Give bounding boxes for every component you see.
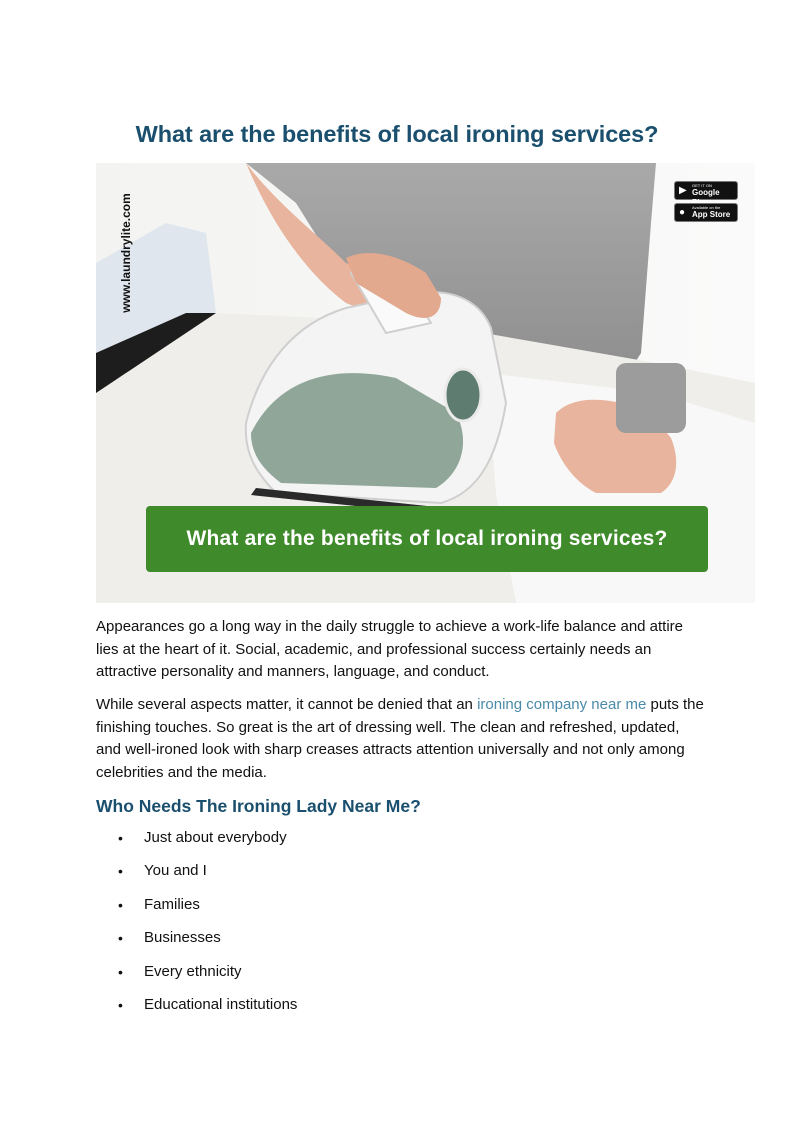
section-heading: Who Needs The Ironing Lady Near Me? <box>96 796 421 816</box>
list-item-text: Educational institutions <box>144 996 298 1013</box>
list-item <box>0 961 400 983</box>
bullet-icon: • <box>118 830 123 846</box>
list-item <box>0 860 400 882</box>
list-item-text: Families <box>144 895 200 913</box>
watermark-text: www.laundrylite.com <box>119 193 133 313</box>
list-item-text: Just about everybody <box>144 829 287 846</box>
list-item-text: You and I <box>144 862 207 880</box>
play-icon: ▶ <box>679 185 687 196</box>
list-item-text: Every ethnicity <box>144 962 242 980</box>
google-play-small-text: GET IT ON <box>692 183 712 188</box>
google-play-badge[interactable] <box>674 181 738 200</box>
bullet-icon: • <box>118 997 123 1013</box>
bullet-icon: • <box>118 896 123 913</box>
app-store-big-text: App Store <box>692 210 731 219</box>
list-item-text: Businesses <box>144 929 221 947</box>
paragraph-text-after-link: puts the finishing touches. So great is the art of dressing well. The clean and refreshed, updated, and well-ironed look with sharp creases attracts attention universally and not only among celebrities and the media. <box>96 696 704 781</box>
bullet-icon: • <box>118 863 123 880</box>
google-play-big-text: Google <box>692 188 720 197</box>
paragraph-ironing-company <box>96 694 708 784</box>
list-item <box>0 927 400 949</box>
apple-icon: ● <box>679 207 686 218</box>
paragraph-text-before-link: While several aspects matter, it cannot be denied that an <box>96 696 478 713</box>
hero-banner-text: What are the benefits of local ironing services? <box>186 527 668 550</box>
list-item <box>0 894 400 916</box>
ironing-company-link[interactable]: ironing company near me <box>477 696 647 713</box>
paragraph-intro: Appearances go a long way in the daily struggle to achieve a work-life balance and attire lies at the heart of it. Social, academic, and professional success certainly needs an attractive personality and manners, language, and conduct. <box>96 618 684 680</box>
bullet-icon: • <box>118 963 123 980</box>
hero-banner <box>146 506 708 572</box>
watermark <box>96 163 156 363</box>
app-store-small-text: Available on the <box>692 205 721 210</box>
bullet-icon: • <box>118 930 123 947</box>
list-item <box>0 827 400 849</box>
list-item <box>0 994 400 1016</box>
app-store-badge[interactable] <box>674 203 738 222</box>
page-title: What are the benefits of local ironing services? <box>135 121 659 147</box>
